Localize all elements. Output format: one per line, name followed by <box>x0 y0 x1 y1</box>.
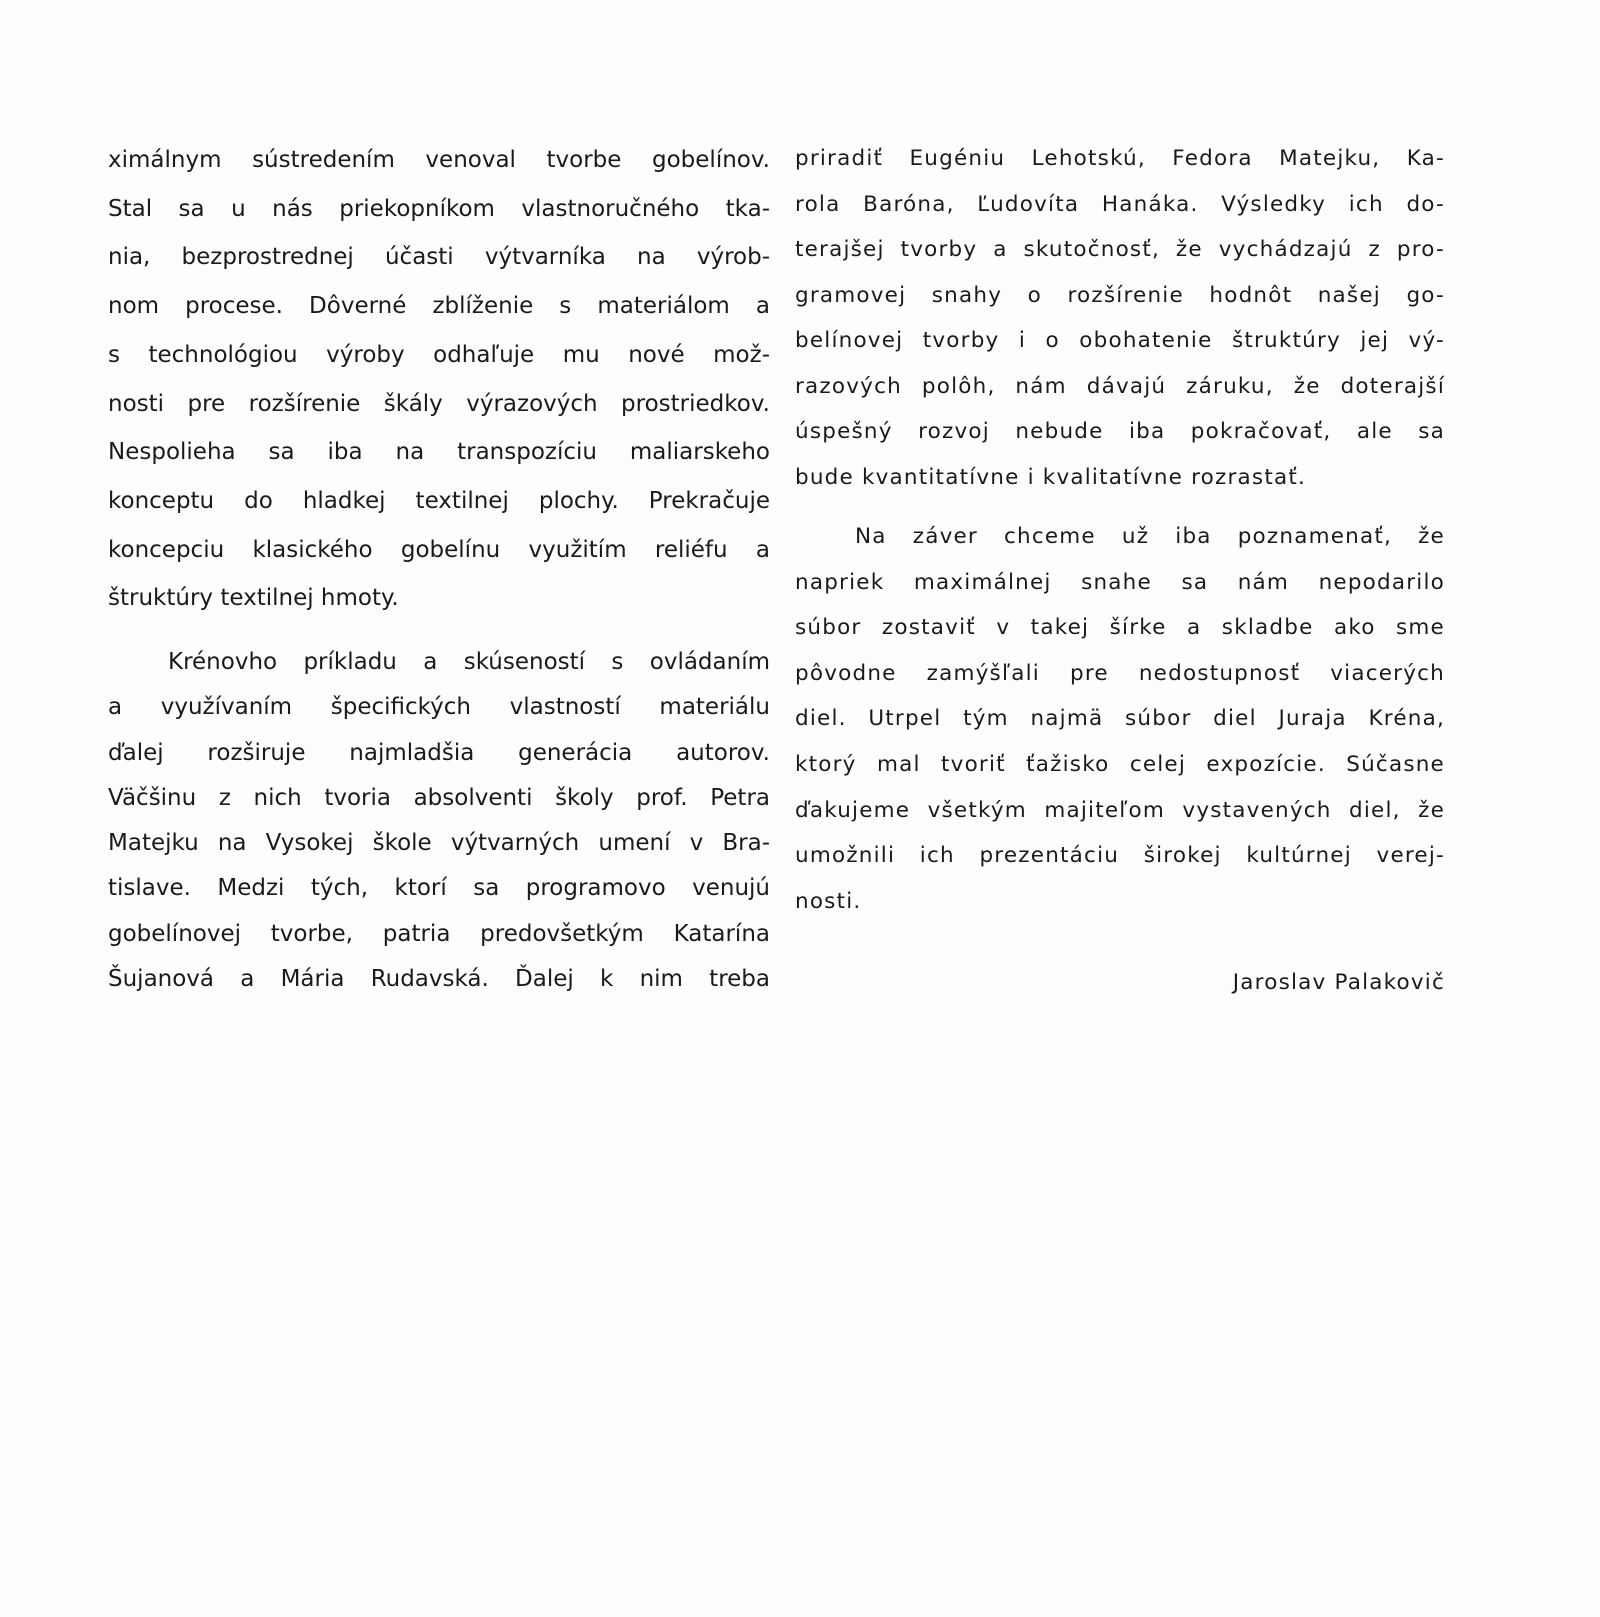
text-line: a využívaním špecifických vlastností materiálu <box>108 694 770 721</box>
text-line: rola Baróna, Ľudovíta Hanáka. Výsledky ich do- <box>795 191 1445 217</box>
text-line: Väčšinu z nich tvoria absolventi školy prof. Petra <box>108 784 770 811</box>
text-line: bude kvantitatívne i kvalitatívne rozrastať. <box>795 464 1306 490</box>
text-line: nosti pre rozšírenie škály výrazových prostriedkov. <box>108 390 770 417</box>
right-paragraph-1 <box>795 136 1445 500</box>
author-signature: Jaroslav Palakovič <box>1232 970 1445 995</box>
text-line: nosti. <box>795 888 862 914</box>
left-paragraph-2 <box>108 640 770 1002</box>
left-paragraph-1 <box>108 136 770 623</box>
text-line: pôvodne zamýšľali pre nedostupnosť viacerých <box>795 660 1445 686</box>
text-line: gobelínovej tvorbe, patria predovšetkým Katarína <box>108 920 770 947</box>
text-line: Krénovho príkladu a skúseností s ovládaním <box>168 649 770 675</box>
text-line: napriek maximálnej snahe sa nám nepodarilo <box>795 569 1445 595</box>
text-line: s technológiou výroby odhaľuje mu nové mož- <box>108 341 770 368</box>
text-line: štruktúry textilnej hmoty. <box>108 585 399 612</box>
text-line: umožnili ich prezentáciu širokej kultúrnej verej- <box>795 843 1445 869</box>
text-line: nia, bezprostrednej účasti výtvarníka na výrob- <box>108 244 770 271</box>
text-line: Matejku na Vysokej škole výtvarných umení v Bra- <box>108 830 770 857</box>
text-line: razových polôh, nám dávajú záruku, že doterajší <box>795 373 1445 399</box>
text-line: ďalej rozširuje najmladšia generácia autorov. <box>108 739 770 766</box>
text-line: ktorý mal tvoriť ťažisko celej expozície. Súčasne <box>795 751 1445 777</box>
text-line: diel. Utrpel tým najmä súbor diel Juraja Kréna, <box>795 706 1445 732</box>
text-line: nom procese. Dôverné zblíženie s materiálom a <box>108 293 770 320</box>
text-line: gramovej snahy o rozšírenie hodnôt našej go- <box>795 282 1445 308</box>
text-line: súbor zostaviť v takej šírke a skladbe ako sme <box>795 615 1445 641</box>
right-paragraph-2 <box>795 514 1445 924</box>
text-line: Šujanová a Mária Rudavská. Ďalej k nim treba <box>108 966 770 993</box>
text-line: úspešný rozvoj nebude iba pokračovať, ale sa <box>795 419 1445 444</box>
text-line: Nespolieha sa iba na transpozíciu maliarskeho <box>108 439 770 466</box>
text-line: konceptu do hladkej textilnej plochy. Prekračuje <box>108 487 770 514</box>
text-line: belínovej tvorby i o obohatenie štruktúry jej vý- <box>795 328 1445 353</box>
text-line: ďakujeme všetkým majiteľom vystavených diel, že <box>795 797 1445 823</box>
text-line: Na záver chceme už iba poznamenať, že <box>855 524 1445 549</box>
text-line: koncepciu klasického gobelínu využitím reliéfu a <box>108 536 770 563</box>
text-line: ximálnym sústredením venoval tvorbe gobelínov. <box>108 147 770 173</box>
text-line: Stal sa u nás priekopníkom vlastnoručného tka- <box>108 195 770 222</box>
text-line: priradiť Eugéniu Lehotskú, Fedora Matejku, Ka- <box>795 146 1445 171</box>
text-line: terajšej tvorby a skutočnosť, že vychádzajú z pro- <box>795 237 1445 262</box>
text-line: tislave. Medzi tých, ktorí sa programovo venujú <box>108 875 770 902</box>
